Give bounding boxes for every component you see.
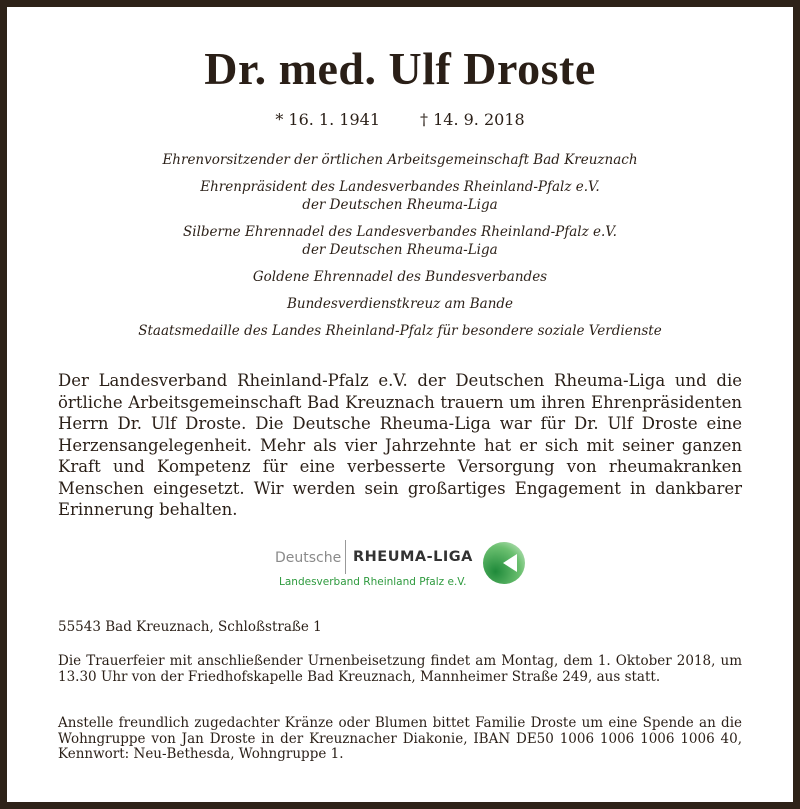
honor-item: Ehrenvorsitzender der örtlichen Arbeitsgemeinschaft Bad Kreuznach <box>162 152 638 168</box>
logo-mark-icon <box>483 542 525 584</box>
honor-item: Ehrenpräsident des Landesverbandes Rheinland-Pfalz e.V. der Deutschen Rheuma-Liga <box>200 179 600 213</box>
logo-divider <box>345 540 346 574</box>
tribute-text: Der Landesverband Rheinland-Pfalz e.V. der Deutschen Rheuma-Liga und die örtliche Arbeitsgemeinschaft Bad Kreuznach trauern um ihren Ehrenpräsidenten Herrn Dr. Ulf Droste. Die Deutsche Rheuma-Liga war für Dr. Ulf Droste eine Herzensangelegenheit. Mehr als vier Jahrzehnte hat er sich mit seiner ganzen Kraft und Kompetenz für eine verbesserte Versorgung von rheumakranken Menschen eingesetzt. Wir werden sein großartiges Engagement in dankbarer Erinnerung behalten. <box>58 371 742 519</box>
rheuma-liga-logo <box>275 538 530 590</box>
honor-item: Goldene Ehrennadel des Bundesverbandes <box>252 269 548 285</box>
logo-subtitle: Landesverband Rheinland Pfalz e.V. <box>279 576 467 588</box>
address: 55543 Bad Kreuznach, Schloßstraße 1 <box>58 619 322 635</box>
honor-item: Staatsmedaille des Landes Rheinland-Pfalz für besondere soziale Verdienste <box>138 323 662 339</box>
honor-item: Silberne Ehrennadel des Landesverbandes Rheinland-Pfalz e.V. der Deutschen Rheuma-Liga <box>183 224 617 258</box>
funeral-info: Die Trauerfeier mit anschließender Urnenbeisetzung findet am Montag, dem 1. Oktober 2018, um 13.30 Uhr von der Friedhofskapelle Bad Kreuznach, Mannheimer Straße 249, aus statt. <box>58 653 742 685</box>
death-date: † 14. 9. 2018 <box>420 110 525 129</box>
deceased-name: Dr. med. Ulf Droste <box>204 43 596 94</box>
life-dates <box>0 110 800 129</box>
donation-info: Anstelle freundlich zugedachter Kränze oder Blumen bittet Familie Droste um eine Spende an die Wohngruppe von Jan Droste in der Kreuznacher Diakonie, IBAN DE50 1006 1006 1006 1006 40, Kennwort: Neu-Bethesda, Wohngruppe 1. <box>58 715 742 762</box>
logo-word-deutsche: Deutsche <box>275 550 342 566</box>
logo-word-rheuma-liga: RHEUMA-LIGA <box>353 549 473 565</box>
honor-item: Bundesverdienstkreuz am Bande <box>286 296 514 312</box>
birth-date: * 16. 1. 1941 <box>275 110 380 129</box>
honors-list <box>0 151 800 349</box>
